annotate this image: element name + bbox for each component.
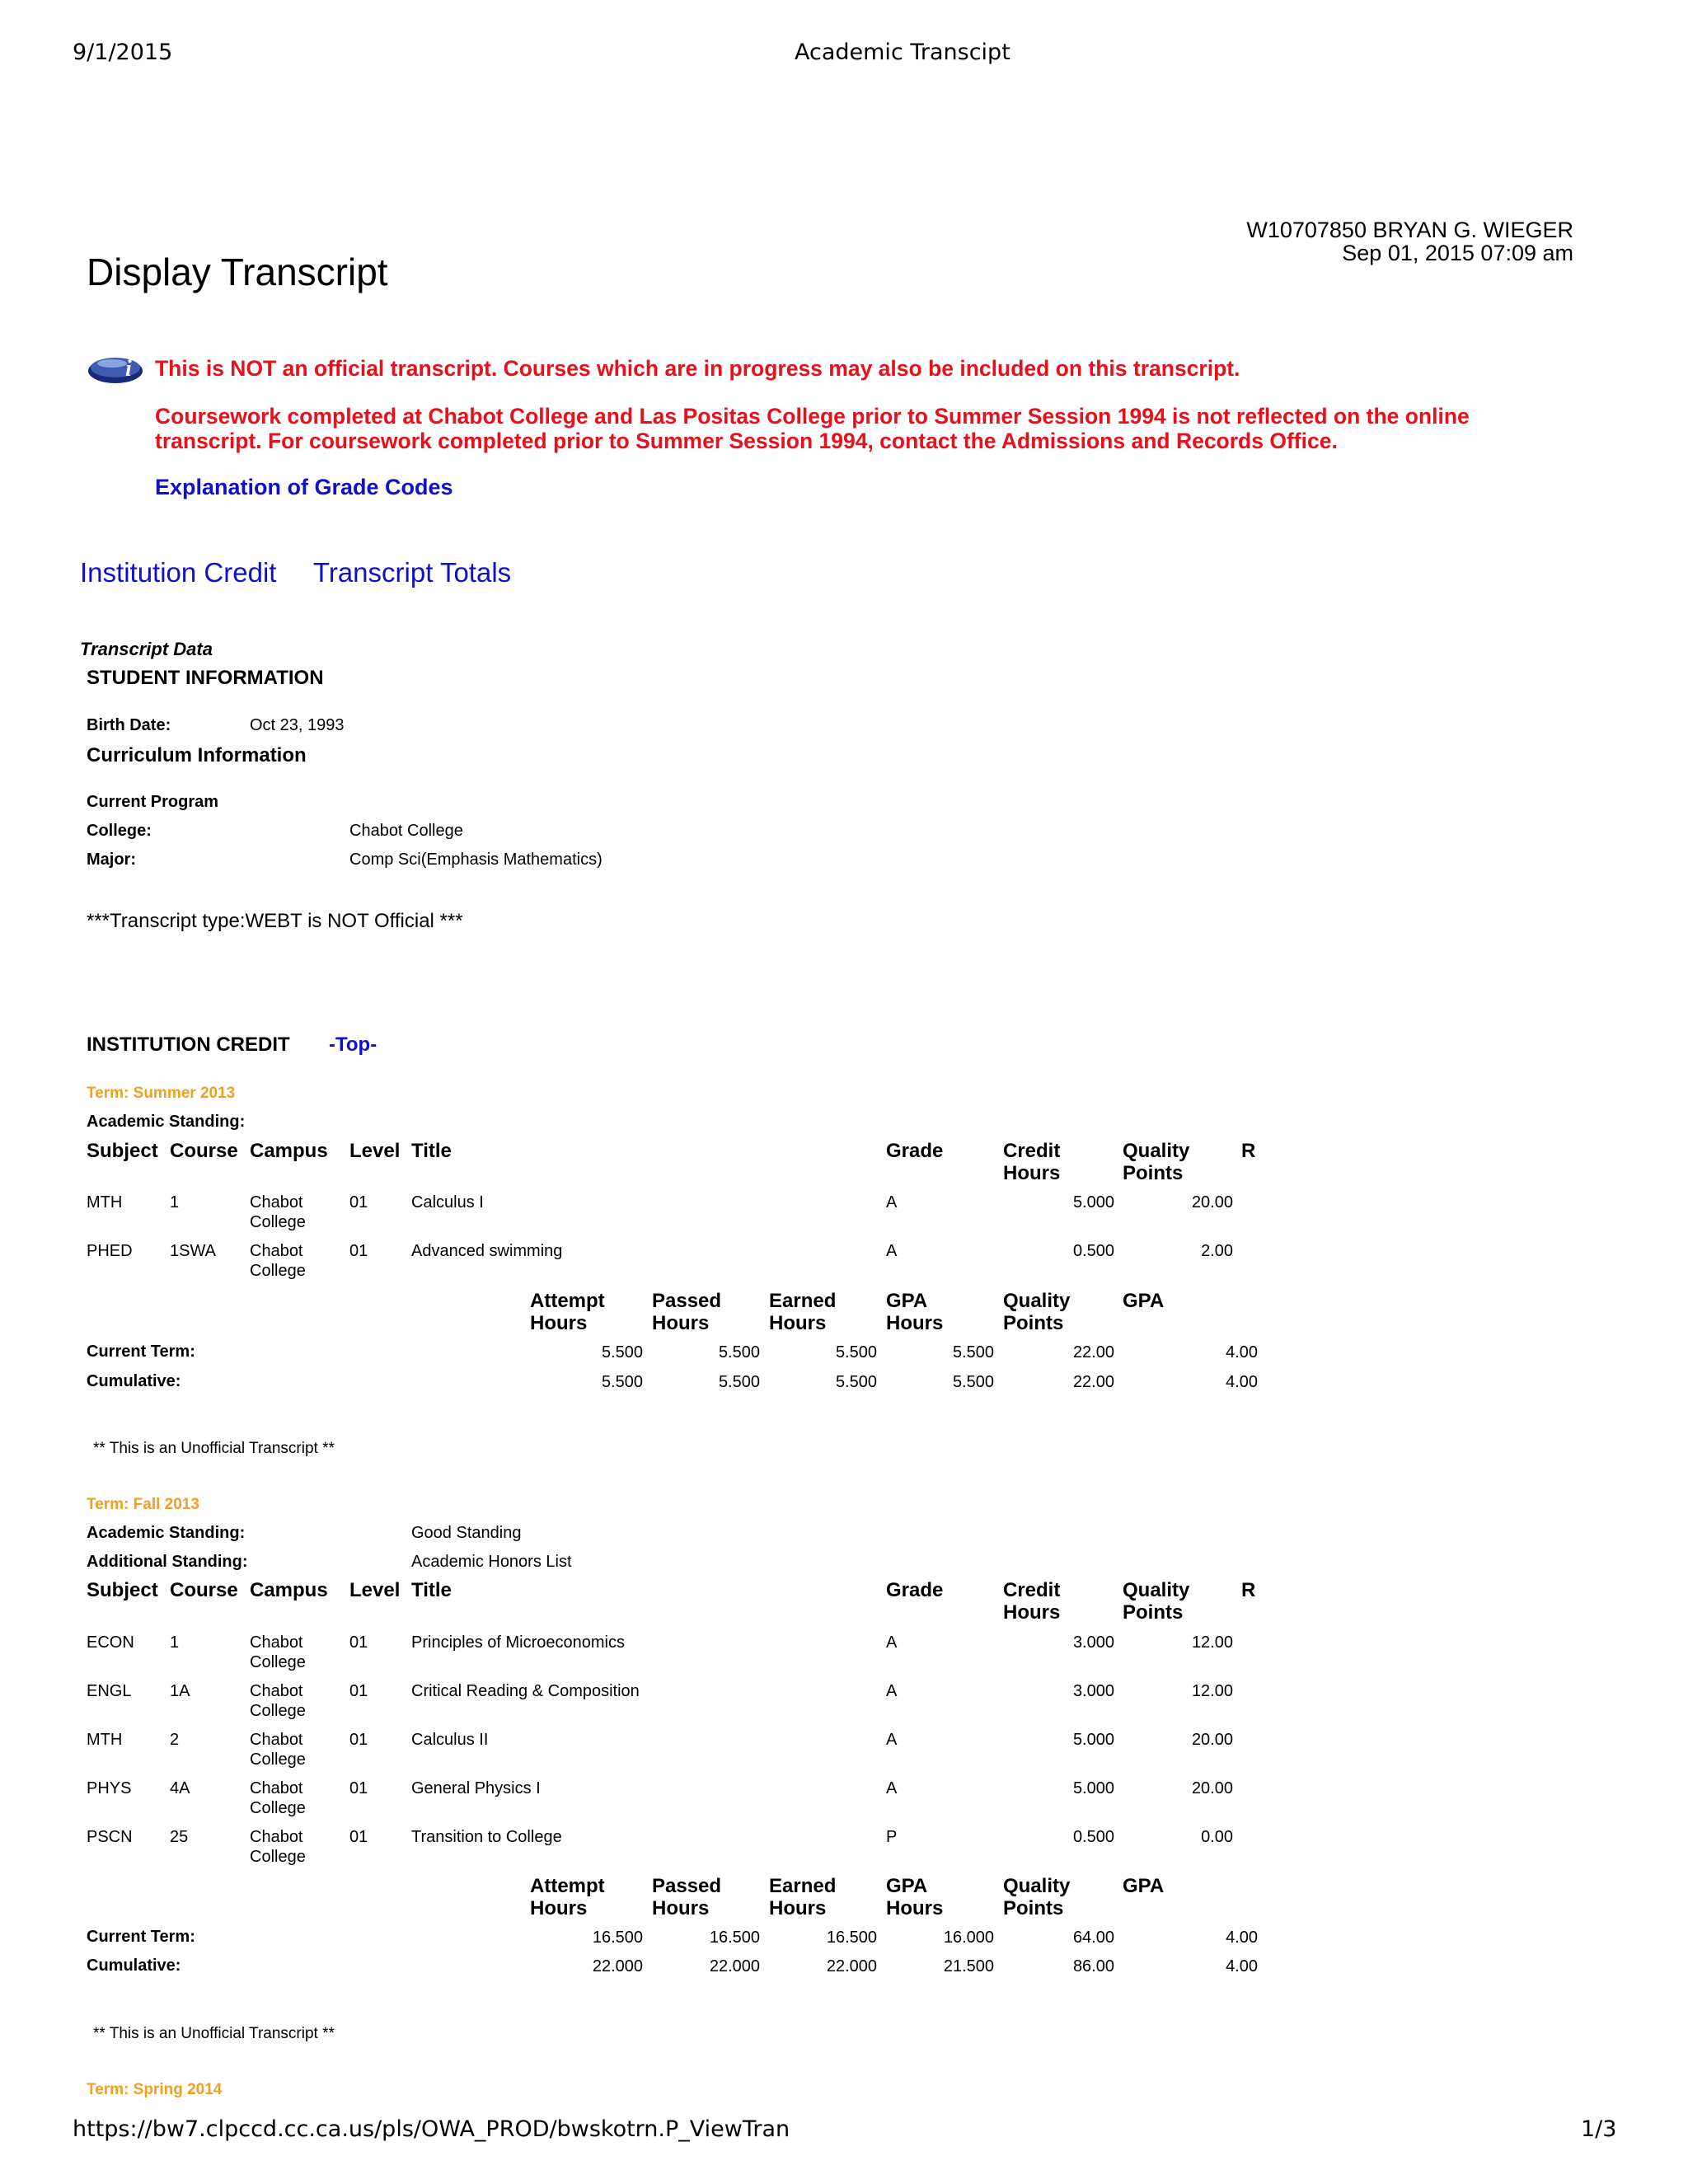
course-title: Principles of Microeconomics — [411, 1633, 625, 1652]
col-gpa-hours: GPA Hours — [886, 1290, 944, 1334]
notice-coursework-1: Coursework completed at Chabot College and Las Positas College prior to Summer Session 1994 is not reflected on the online — [155, 404, 1470, 429]
user-id-name: W10707850 BRYAN G. WIEGER — [1246, 218, 1573, 242]
course-quality-points: 12.00 — [1191, 1682, 1233, 1700]
course-title: General Physics I — [411, 1779, 541, 1797]
col-total-quality-points: Quality Points — [1003, 1290, 1071, 1334]
col-attempt-hours: Attempt Hours — [530, 1875, 605, 1919]
svg-text:i: i — [125, 356, 132, 382]
user-timestamp: Sep 01, 2015 07:09 am — [1342, 241, 1573, 265]
col-quality-points: Quality Points — [1123, 1140, 1190, 1184]
course-campus: Chabot College — [250, 1682, 306, 1720]
transcript-data-heading: Transcript Data — [80, 639, 213, 659]
course-credit-hours: 5.000 — [1072, 1779, 1114, 1797]
total-quality: 64.00 — [1072, 1929, 1114, 1947]
course-grade: A — [886, 1633, 898, 1652]
col-campus: Campus — [250, 1579, 328, 1601]
nav-institution-credit[interactable]: Institution Credit — [80, 557, 277, 588]
cumulative-label: Cumulative: — [87, 1957, 181, 1975]
col-title: Title — [411, 1579, 452, 1601]
col-quality-points: Quality Points — [1123, 1579, 1190, 1624]
total-gpa: 4.00 — [1226, 1373, 1258, 1391]
course-number: 1SWA — [170, 1242, 216, 1260]
course-quality-points: 2.00 — [1201, 1242, 1233, 1260]
info-icon — [87, 353, 145, 390]
print-url: https://bw7.clpccd.cc.ca.us/pls/OWA_PROD/bwskotrn.P_ViewTran — [73, 2116, 790, 2142]
total-attempt: 16.500 — [592, 1929, 643, 1947]
term-label: Term: Summer 2013 — [87, 1085, 236, 1102]
col-credit-hours: Credit Hours — [1003, 1579, 1061, 1624]
col-r: R — [1241, 1579, 1256, 1601]
course-level: 01 — [349, 1731, 368, 1749]
course-number: 4A — [170, 1779, 190, 1797]
unofficial-note: ** This is an Unofficial Transcript ** — [93, 2025, 335, 2042]
course-quality-points: 12.00 — [1191, 1633, 1233, 1652]
total-passed: 22.000 — [709, 1957, 760, 1975]
total-attempt: 5.500 — [601, 1343, 643, 1361]
total-gpa: 4.00 — [1226, 1957, 1258, 1975]
course-level: 01 — [349, 1193, 368, 1212]
course-campus: Chabot College — [250, 1779, 306, 1817]
total-gpa-hours: 21.500 — [943, 1957, 994, 1975]
academic-standing-value: Good Standing — [411, 1524, 522, 1542]
col-earned-hours: Earned Hours — [769, 1290, 837, 1334]
cumulative-label: Cumulative: — [87, 1372, 181, 1390]
notice-unofficial: This is NOT an official transcript. Courses which are in progress may also be included on this transcript. — [155, 356, 1240, 381]
course-number: 1 — [170, 1633, 180, 1652]
course-credit-hours: 0.500 — [1072, 1242, 1114, 1260]
total-passed: 5.500 — [718, 1343, 760, 1361]
course-number: 25 — [170, 1828, 189, 1846]
col-gpa: GPA — [1123, 1875, 1165, 1897]
course-quality-points: 20.00 — [1191, 1193, 1233, 1212]
user-info — [1246, 218, 1573, 265]
course-campus: Chabot College — [250, 1242, 306, 1280]
course-title: Calculus II — [411, 1731, 489, 1749]
total-earned: 5.500 — [835, 1343, 877, 1361]
col-level: Level — [349, 1140, 401, 1162]
total-gpa-hours: 5.500 — [952, 1343, 994, 1361]
course-level: 01 — [349, 1242, 368, 1260]
course-title: Critical Reading & Composition — [411, 1682, 640, 1700]
total-attempt: 22.000 — [592, 1957, 643, 1975]
total-passed: 16.500 — [709, 1929, 760, 1947]
college-label: College: — [87, 822, 152, 840]
course-subject: ECON — [87, 1633, 134, 1652]
course-level: 01 — [349, 1633, 368, 1652]
course-number: 1 — [170, 1193, 180, 1212]
term-label: Term: Spring 2014 — [87, 2081, 223, 2098]
curriculum-heading: Curriculum Information — [87, 744, 307, 766]
total-attempt: 5.500 — [601, 1373, 643, 1391]
course-grade: A — [886, 1682, 898, 1700]
course-number: 2 — [170, 1731, 180, 1749]
course-title: Calculus I — [411, 1193, 484, 1212]
top-link[interactable]: -Top- — [329, 1033, 377, 1056]
unofficial-note: ** This is an Unofficial Transcript ** — [93, 1440, 335, 1457]
additional-standing-label: Additional Standing: — [87, 1553, 248, 1571]
course-level: 01 — [349, 1682, 368, 1700]
course-grade: A — [886, 1242, 898, 1260]
term-label: Term: Fall 2013 — [87, 1496, 199, 1513]
course-quality-points: 20.00 — [1191, 1731, 1233, 1749]
col-course: Course — [170, 1579, 238, 1601]
col-grade: Grade — [886, 1140, 944, 1162]
col-subject: Subject — [87, 1140, 158, 1162]
total-gpa-hours: 16.000 — [943, 1929, 994, 1947]
course-credit-hours: 3.000 — [1072, 1682, 1114, 1700]
transcript-type-note: ***Transcript type:WEBT is NOT Official *** — [87, 910, 463, 932]
course-subject: PHYS — [87, 1779, 132, 1797]
course-campus: Chabot College — [250, 1731, 306, 1769]
col-passed-hours: Passed Hours — [652, 1875, 722, 1919]
birth-date-value: Oct 23, 1993 — [250, 716, 345, 734]
course-quality-points: 20.00 — [1191, 1779, 1233, 1797]
course-subject: PSCN — [87, 1828, 133, 1846]
page-title: Display Transcript — [87, 251, 388, 293]
course-grade: A — [886, 1193, 898, 1212]
course-level: 01 — [349, 1779, 368, 1797]
col-total-quality-points: Quality Points — [1003, 1875, 1071, 1919]
college-value: Chabot College — [349, 822, 463, 840]
nav-transcript-totals[interactable]: Transcript Totals — [312, 557, 512, 588]
course-campus: Chabot College — [250, 1828, 306, 1866]
course-campus: Chabot College — [250, 1633, 306, 1671]
total-quality: 22.00 — [1072, 1343, 1114, 1361]
course-credit-hours: 5.000 — [1072, 1731, 1114, 1749]
course-title: Transition to College — [411, 1828, 562, 1846]
course-grade: A — [886, 1779, 898, 1797]
course-subject: ENGL — [87, 1682, 132, 1700]
birth-date-label: Birth Date: — [87, 716, 171, 734]
col-earned-hours: Earned Hours — [769, 1875, 837, 1919]
section-nav — [80, 557, 544, 588]
print-date: 9/1/2015 — [73, 40, 173, 65]
grade-codes-link[interactable]: Explanation of Grade Codes — [155, 475, 453, 499]
course-subject: MTH — [87, 1731, 123, 1749]
total-quality: 22.00 — [1072, 1373, 1114, 1391]
col-course: Course — [170, 1140, 238, 1162]
current-term-label: Current Term: — [87, 1343, 195, 1361]
total-gpa: 4.00 — [1226, 1343, 1258, 1361]
total-earned: 22.000 — [826, 1957, 877, 1975]
total-passed: 5.500 — [718, 1373, 760, 1391]
total-gpa-hours: 5.500 — [952, 1373, 994, 1391]
course-title: Advanced swimming — [411, 1242, 563, 1260]
major-label: Major: — [87, 851, 136, 869]
course-subject: PHED — [87, 1242, 133, 1260]
col-credit-hours: Credit Hours — [1003, 1140, 1061, 1184]
course-credit-hours: 3.000 — [1072, 1633, 1114, 1652]
total-earned: 5.500 — [835, 1373, 877, 1391]
total-gpa: 4.00 — [1226, 1929, 1258, 1947]
course-credit-hours: 5.000 — [1072, 1193, 1114, 1212]
notice-coursework-2: transcript. For coursework completed prior to Summer Session 1994, contact the Admissions and Records Office. — [155, 429, 1338, 453]
col-r: R — [1241, 1140, 1256, 1162]
course-campus: Chabot College — [250, 1193, 306, 1231]
institution-credit-heading: INSTITUTION CREDIT — [87, 1033, 290, 1056]
total-quality: 86.00 — [1072, 1957, 1114, 1975]
col-attempt-hours: Attempt Hours — [530, 1290, 605, 1334]
course-number: 1A — [170, 1682, 190, 1700]
student-info-heading: STUDENT INFORMATION — [87, 667, 324, 689]
total-earned: 16.500 — [826, 1929, 877, 1947]
col-gpa-hours: GPA Hours — [886, 1875, 944, 1919]
academic-standing-label: Academic Standing: — [87, 1524, 246, 1542]
current-term-label: Current Term: — [87, 1928, 195, 1946]
course-grade: A — [886, 1731, 898, 1749]
course-subject: MTH — [87, 1193, 123, 1212]
col-gpa: GPA — [1123, 1290, 1165, 1312]
course-credit-hours: 0.500 — [1072, 1828, 1114, 1846]
col-grade: Grade — [886, 1579, 944, 1601]
current-program-label: Current Program — [87, 793, 219, 811]
col-level: Level — [349, 1579, 401, 1601]
col-passed-hours: Passed Hours — [652, 1290, 722, 1334]
col-campus: Campus — [250, 1140, 328, 1162]
academic-standing-label: Academic Standing: — [87, 1113, 246, 1131]
col-title: Title — [411, 1140, 452, 1162]
course-quality-points: 0.00 — [1201, 1828, 1233, 1846]
major-value: Comp Sci(Emphasis Mathematics) — [349, 851, 603, 869]
print-title: Academic Transcipt — [795, 40, 1010, 65]
course-grade: P — [886, 1828, 898, 1846]
print-page-number: 1/3 — [1581, 2116, 1617, 2142]
additional-standing-value: Academic Honors List — [411, 1553, 572, 1571]
col-subject: Subject — [87, 1579, 158, 1601]
course-level: 01 — [349, 1828, 368, 1846]
